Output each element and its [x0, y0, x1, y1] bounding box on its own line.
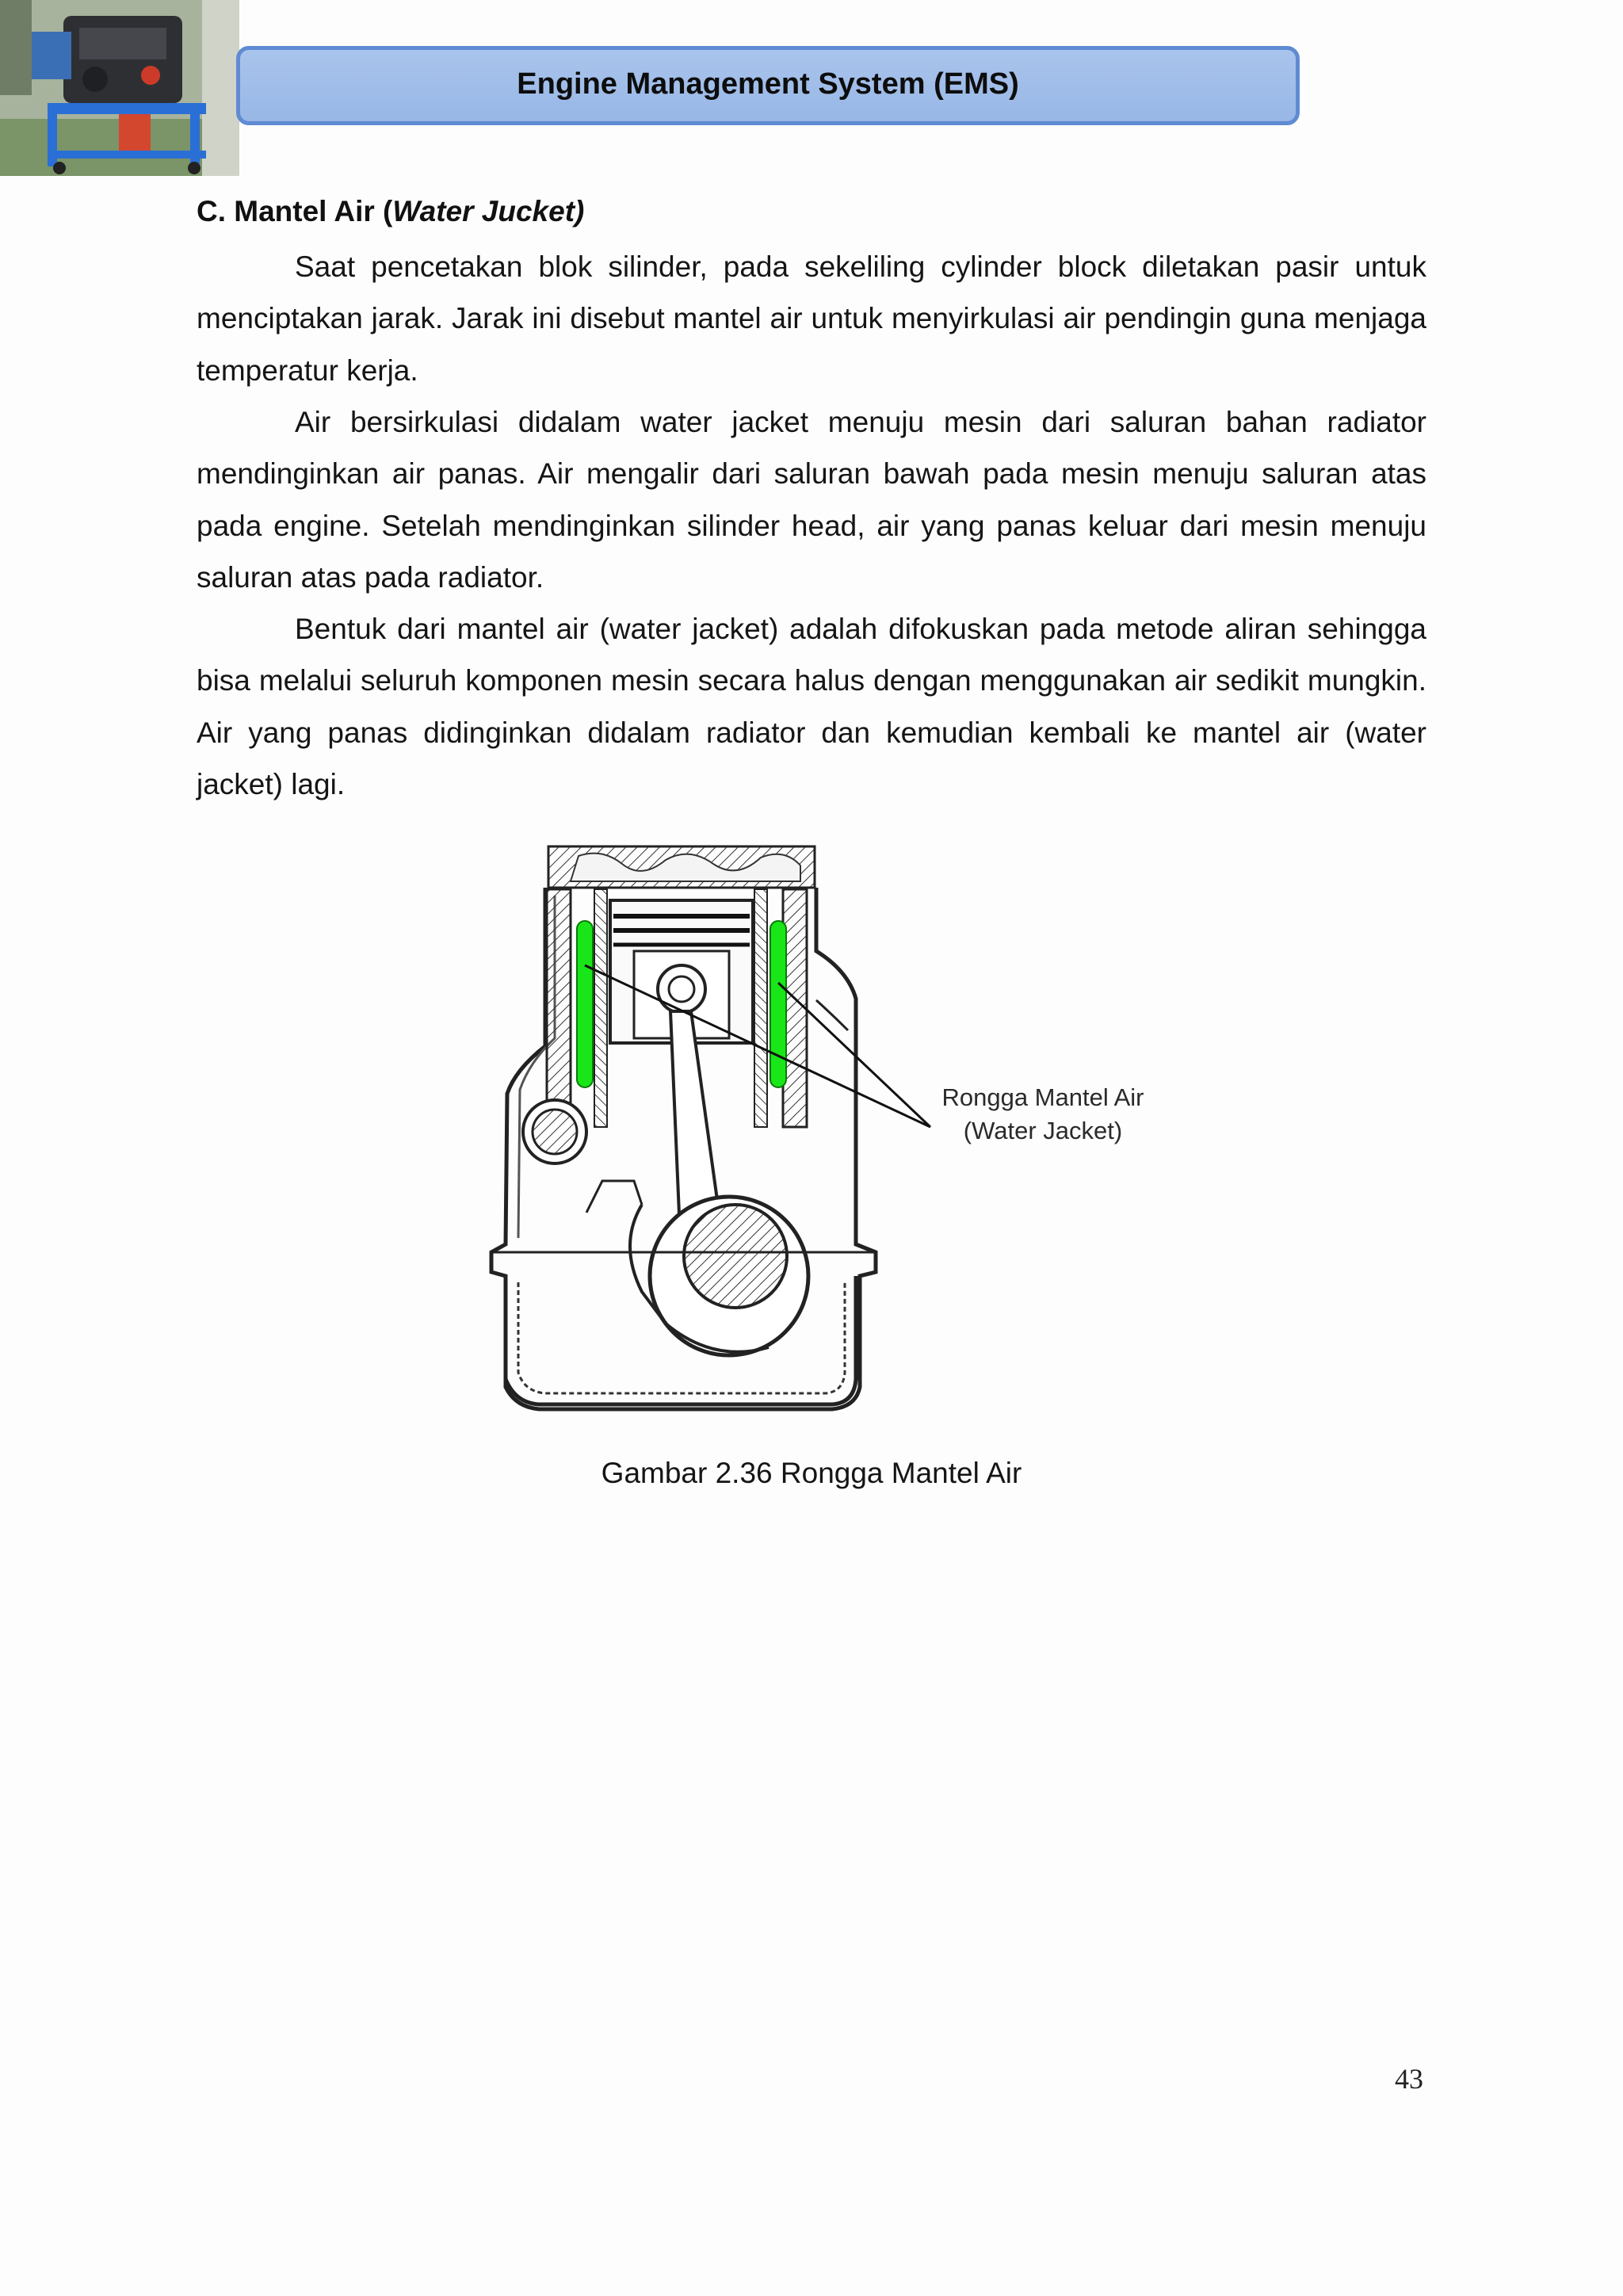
water-jacket-left	[577, 921, 593, 1087]
section-heading-prefix: C. Mantel Air (	[197, 195, 393, 227]
label-line-1: Rongga Mantel Air	[941, 1083, 1144, 1111]
water-jacket-label	[932, 1081, 1154, 1148]
paragraph-3: Bentuk dari mantel air (water jacket) adalah difokuskan pada metode aliran sehingga bisa melalui seluruh komponen mesin secara halus dengan menggunakan air sedikit mungkin. Air yang panas didinginkan didalam radiator dan kemudian kembali ke mantel air (water jacket) lagi.	[197, 613, 1426, 800]
paragraph-1: Saat pencetakan blok silinder, pada sekeliling cylinder block diletakan pasir untuk menciptakan jarak. Jarak ini disebut mantel air untuk menyirkulasi air pendingin guna menjaga temperatur kerja.	[197, 250, 1426, 387]
header-banner	[236, 46, 1300, 125]
section-heading-italic: Water Jucket)	[392, 195, 585, 227]
figure-caption: Gambar 2.36 Rongga Mantel Air	[601, 1457, 1022, 1489]
water-jacket-right	[770, 921, 786, 1087]
engine-stand-photo	[0, 0, 239, 176]
page-number: 43	[1395, 2063, 1423, 2095]
engine-stand-photo-icon	[0, 0, 239, 176]
section-heading	[197, 195, 584, 228]
label-line-2: (Water Jacket)	[963, 1117, 1123, 1144]
header-title: Engine Management System (EMS)	[517, 67, 1019, 101]
paragraph-2: Air bersirkulasi didalam water jacket menuju mesin dari saluran bahan radiator mendinginkan air panas. Air mengalir dari saluran bawah pada mesin menuju saluran atas pada engine. Setelah mendinginkan silinder head, air yang panas keluar dari mesin menuju saluran atas pada radiator.	[197, 406, 1426, 594]
